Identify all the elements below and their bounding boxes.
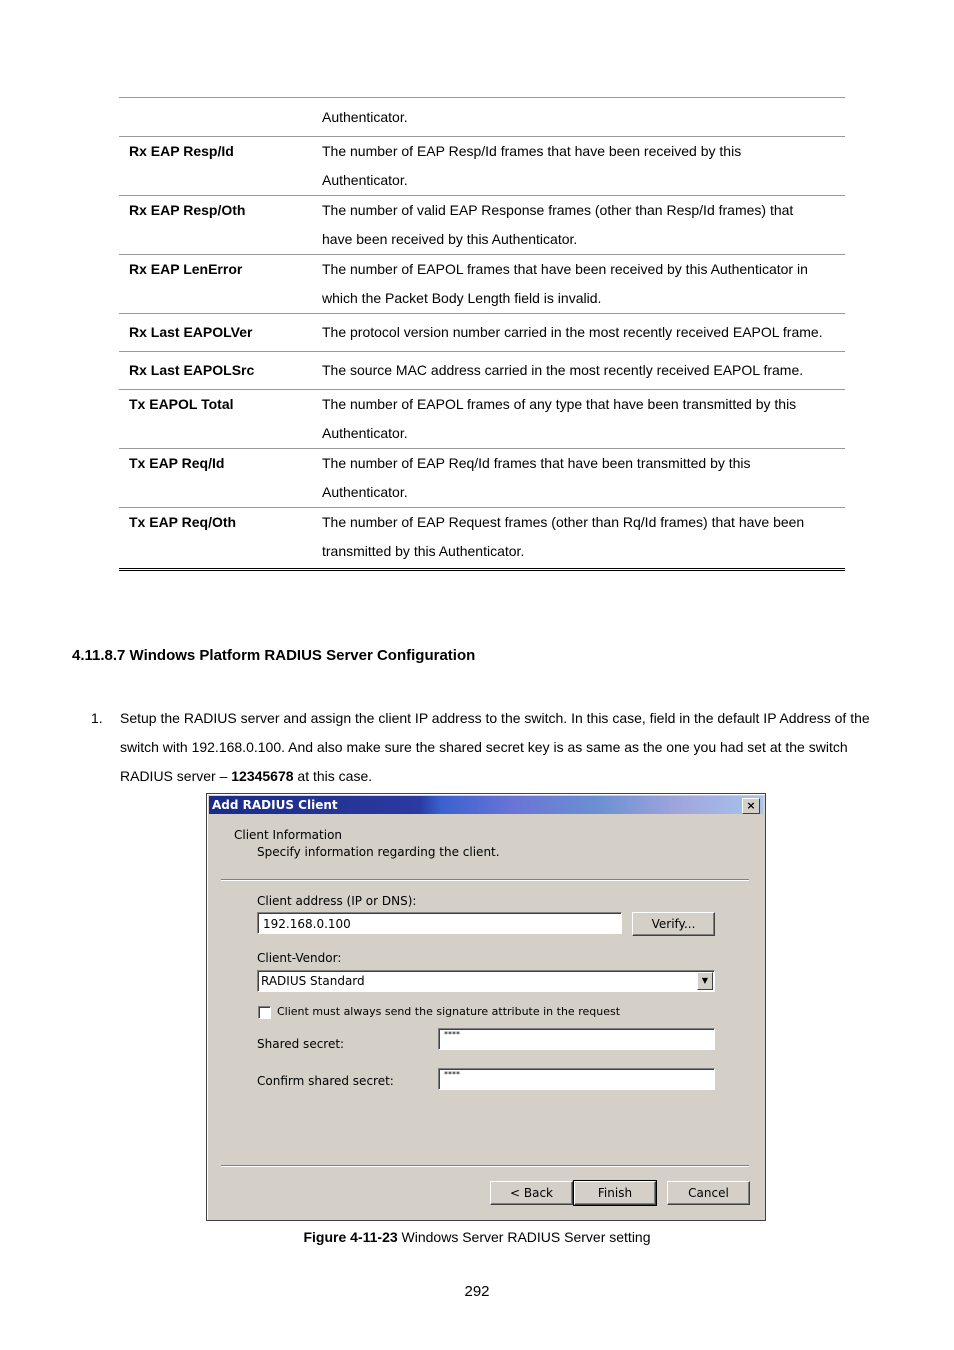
row-name: Rx Last EAPOLVer bbox=[119, 314, 322, 352]
section-heading: 4.11.8.7 Windows Platform RADIUS Server Configuration bbox=[72, 647, 476, 664]
back-button[interactable]: < Back bbox=[490, 1181, 573, 1205]
description-line: The number of EAPOL frames of any type that have been transmitted by this bbox=[322, 396, 797, 412]
table-row bbox=[119, 449, 845, 508]
statistics-table bbox=[119, 97, 845, 571]
row-description bbox=[322, 508, 845, 570]
figure-caption bbox=[0, 1229, 954, 1245]
table-row bbox=[119, 508, 845, 570]
row-name: Rx EAP Resp/Id bbox=[119, 137, 322, 196]
table-row bbox=[119, 390, 845, 449]
verify-button[interactable]: Verify... bbox=[632, 912, 715, 936]
finish-button[interactable]: Finish bbox=[574, 1181, 656, 1205]
description-line: The number of valid EAP Response frames (other than Resp/Id frames) that bbox=[322, 202, 794, 218]
description-line: The source MAC address carried in the most recently received EAPOL frame. bbox=[322, 362, 804, 378]
confirm-secret-input[interactable]: **** bbox=[438, 1068, 715, 1090]
table-row bbox=[119, 196, 845, 255]
footer-separator bbox=[221, 1165, 749, 1167]
row-name: Rx Last EAPOLSrc bbox=[119, 352, 322, 390]
row-name: Tx EAP Req/Id bbox=[119, 449, 322, 508]
row-name bbox=[119, 98, 322, 137]
description-line: The number of EAP Resp/Id frames that have been received by this bbox=[322, 143, 742, 159]
row-name: Rx EAP LenError bbox=[119, 255, 322, 314]
row-description bbox=[322, 449, 845, 508]
row-name: Rx EAP Resp/Oth bbox=[119, 196, 322, 255]
cancel-button[interactable]: Cancel bbox=[667, 1181, 750, 1205]
row-description bbox=[322, 98, 845, 137]
description-line: Authenticator. bbox=[322, 425, 408, 441]
close-icon[interactable]: × bbox=[742, 798, 760, 814]
row-description bbox=[322, 196, 845, 255]
row-description bbox=[322, 352, 845, 390]
shared-secret-key: 12345678 bbox=[231, 768, 294, 784]
client-vendor-value: RADIUS Standard bbox=[261, 974, 365, 988]
client-information-subtitle: Specify information regarding the client. bbox=[257, 845, 500, 859]
table-row bbox=[119, 137, 845, 196]
header-separator bbox=[221, 879, 749, 881]
client-address-input[interactable]: 192.168.0.100 bbox=[257, 912, 622, 934]
figure-text: Windows Server RADIUS Server setting bbox=[397, 1229, 651, 1245]
description-line: The number of EAP Req/Id frames that have been transmitted by this bbox=[322, 455, 751, 471]
table-row bbox=[119, 98, 845, 137]
shared-secret-input[interactable]: **** bbox=[438, 1028, 715, 1050]
client-information-title: Client Information bbox=[234, 828, 343, 842]
row-description bbox=[322, 390, 845, 449]
description-line: Authenticator. bbox=[322, 172, 408, 188]
row-description bbox=[322, 137, 845, 196]
signature-checkbox[interactable] bbox=[258, 1006, 271, 1019]
table-row bbox=[119, 255, 845, 314]
row-description bbox=[322, 255, 845, 314]
chevron-down-icon[interactable]: ▼ bbox=[697, 972, 713, 990]
table-row bbox=[119, 352, 845, 390]
figure-label: Figure 4-11-23 bbox=[303, 1229, 398, 1245]
description-line: have been received by this Authenticator. bbox=[322, 231, 578, 247]
step-number: 1. bbox=[91, 710, 103, 726]
dialog-title: Add RADIUS Client bbox=[212, 798, 338, 812]
page-number: 292 bbox=[464, 1283, 490, 1300]
dialog-titlebar[interactable] bbox=[209, 796, 763, 814]
client-vendor-select[interactable] bbox=[257, 970, 715, 992]
row-description bbox=[322, 314, 845, 352]
add-radius-client-dialog bbox=[206, 793, 766, 1221]
description-line: The protocol version number carried in the most recently received EAPOL frame. bbox=[322, 324, 823, 340]
step-1 bbox=[91, 704, 881, 791]
confirm-secret-label: Confirm shared secret: bbox=[257, 1074, 394, 1088]
description-line: which the Packet Body Length field is invalid. bbox=[322, 290, 602, 306]
description-line: transmitted by this Authenticator. bbox=[322, 543, 525, 559]
client-vendor-label: Client-Vendor: bbox=[257, 951, 342, 965]
description-line: Authenticator. bbox=[322, 109, 408, 125]
step-text-part: at this case. bbox=[293, 768, 373, 784]
description-line: The number of EAP Request frames (other than Rq/Id frames) that have been bbox=[322, 514, 805, 530]
description-line: Authenticator. bbox=[322, 484, 408, 500]
row-name: Tx EAP Req/Oth bbox=[119, 508, 322, 570]
step-text-part: Setup the RADIUS server and assign the client IP address to the switch. In this case, field in the default IP Address of the switch with 192.168.0.100. And also make sure the shared secret key is as same as the one you had set at the switch RADIUS server – bbox=[120, 710, 870, 784]
table-row bbox=[119, 314, 845, 352]
step-text bbox=[120, 704, 881, 791]
row-name: Tx EAPOL Total bbox=[119, 390, 322, 449]
signature-checkbox-label: Client must always send the signature attribute in the request bbox=[277, 1005, 621, 1018]
shared-secret-label: Shared secret: bbox=[257, 1037, 345, 1051]
description-line: The number of EAPOL frames that have been received by this Authenticator in bbox=[322, 261, 808, 277]
client-address-label: Client address (IP or DNS): bbox=[257, 894, 417, 908]
